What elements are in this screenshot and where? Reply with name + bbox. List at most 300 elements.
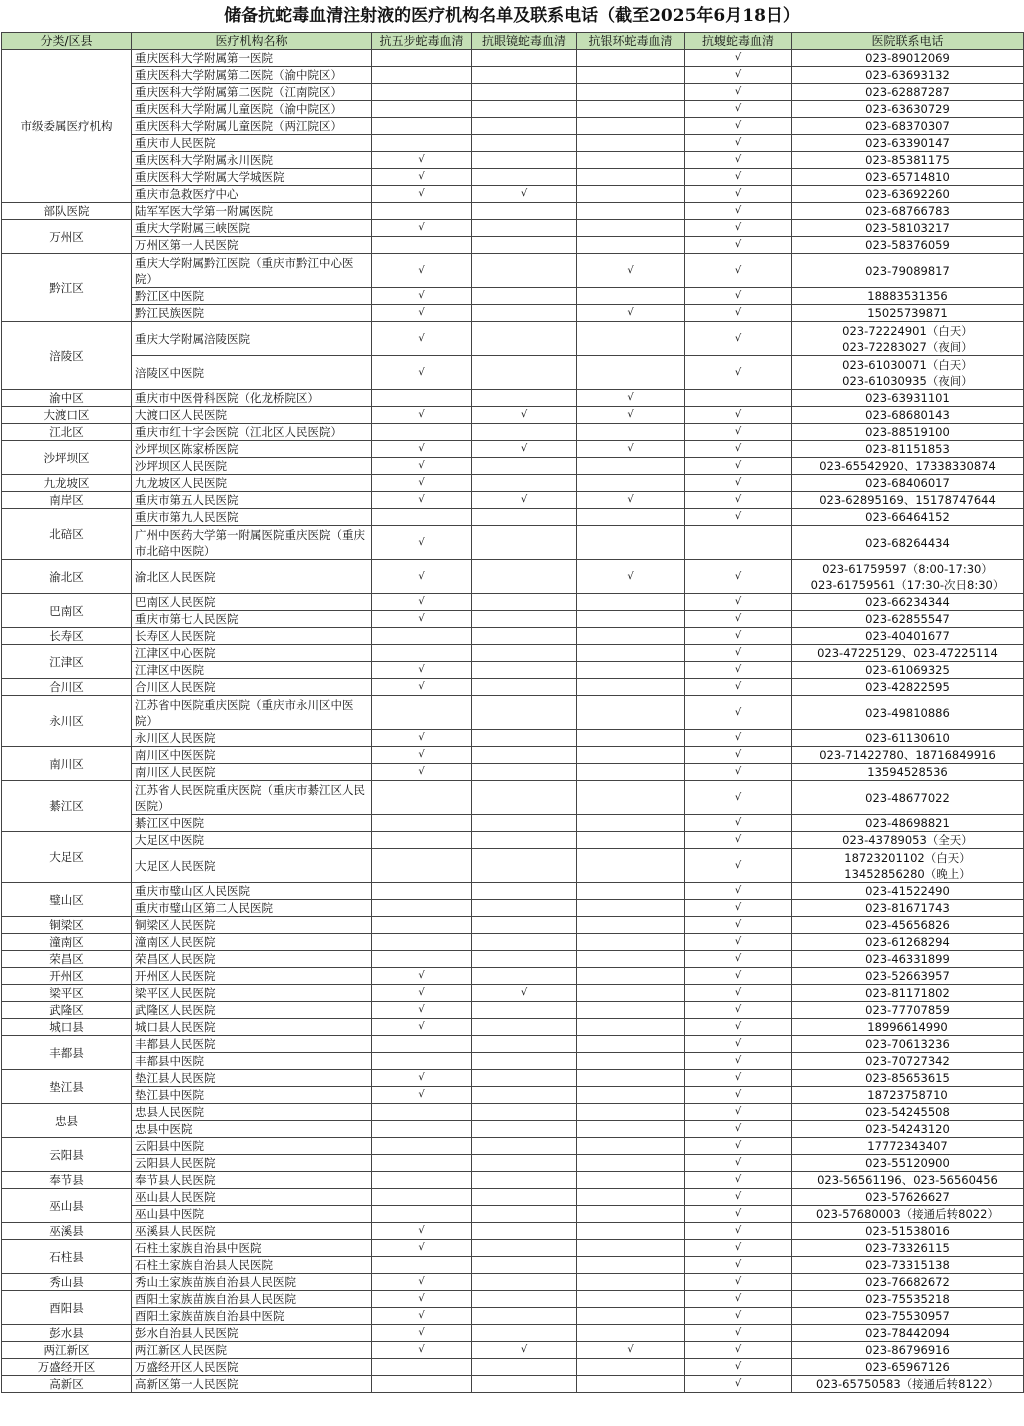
check-mark-icon: √	[734, 1259, 742, 1270]
hospital-name-cell: 陆军军医大学第一附属医院	[132, 203, 372, 220]
wubu-antivenom-cell	[372, 815, 472, 832]
check-mark-icon: √	[734, 188, 742, 199]
cobra-antivenom-cell	[472, 186, 577, 203]
viper-antivenom-cell	[685, 509, 792, 526]
check-mark-icon: √	[418, 332, 425, 344]
check-mark-icon: √	[418, 681, 425, 692]
hospital-name-cell: 大足区中医院	[132, 832, 372, 849]
table-row	[2, 152, 1024, 169]
hospital-name-cell: 江苏省人民医院重庆医院（重庆市綦江区人民医院）	[132, 781, 372, 815]
cobra-antivenom-cell	[472, 84, 577, 101]
hospital-name-cell: 重庆市红十字会医院（江北区人民医院）	[132, 424, 372, 441]
hospital-name-cell: 石柱土家族自治县中医院	[132, 1240, 372, 1257]
category-cell: 城口县	[2, 1019, 132, 1036]
category-cell: 云阳县	[2, 1138, 132, 1172]
check-mark-icon: √	[627, 494, 634, 505]
table-row	[2, 1223, 1024, 1240]
table-row	[2, 985, 1024, 1002]
viper-antivenom-cell	[685, 900, 792, 917]
wubu-antivenom-cell	[372, 968, 472, 985]
hospital-name-cell: 重庆医科大学附属儿童医院（渝中院区）	[132, 101, 372, 118]
wubu-antivenom-cell	[372, 1172, 472, 1189]
wubu-antivenom-cell	[372, 322, 472, 356]
cobra-antivenom-cell	[472, 645, 577, 662]
phone-cell	[792, 645, 1024, 662]
category-cell: 长寿区	[2, 628, 132, 645]
table-row	[2, 1155, 1024, 1172]
cobra-antivenom-cell	[472, 67, 577, 84]
check-mark-icon: √	[734, 1361, 742, 1372]
cobra-antivenom-cell	[472, 152, 577, 169]
cobra-antivenom-cell	[472, 1240, 577, 1257]
cobra-antivenom-cell	[472, 390, 577, 407]
phone-number: 18723758710	[867, 1088, 948, 1102]
hospital-name-cell: 高新区第一人民医院	[132, 1376, 372, 1393]
phone-cell	[792, 1308, 1024, 1325]
hospital-name-cell: 铜梁区人民医院	[132, 917, 372, 934]
check-mark-icon: √	[734, 1344, 742, 1355]
cobra-antivenom-cell	[472, 101, 577, 118]
phone-number: 023-61030071（白天）	[842, 357, 973, 372]
phone-number: 17772343407	[867, 1139, 948, 1153]
check-mark-icon: √	[734, 1378, 742, 1389]
check-mark-icon: √	[418, 494, 425, 505]
wubu-antivenom-cell	[372, 1189, 472, 1206]
viper-antivenom-cell	[685, 84, 792, 101]
check-mark-icon: √	[734, 154, 742, 165]
cobra-antivenom-cell	[472, 696, 577, 730]
table-row	[2, 1342, 1024, 1359]
viper-antivenom-cell	[685, 764, 792, 781]
table-row	[2, 849, 1024, 883]
wubu-antivenom-cell	[372, 849, 472, 883]
hospital-name-cell: 万州区第一人民医院	[132, 237, 372, 254]
phone-number: 023-68406017	[865, 476, 950, 490]
cobra-antivenom-cell	[472, 1087, 577, 1104]
krait-antivenom-cell	[577, 135, 685, 152]
cobra-antivenom-cell	[472, 220, 577, 237]
check-mark-icon: √	[418, 290, 425, 301]
krait-antivenom-cell	[577, 951, 685, 968]
wubu-antivenom-cell	[372, 1257, 472, 1274]
check-mark-icon: √	[418, 1089, 425, 1100]
phone-number: 023-65542920、17338330874	[819, 459, 996, 473]
phone-cell	[792, 1087, 1024, 1104]
cobra-antivenom-cell	[472, 526, 577, 560]
krait-antivenom-cell	[577, 101, 685, 118]
phone-cell	[792, 152, 1024, 169]
krait-antivenom-cell	[577, 67, 685, 84]
category-cell: 巴南区	[2, 594, 132, 628]
phone-cell	[792, 237, 1024, 254]
viper-antivenom-cell	[685, 254, 792, 288]
phone-cell	[792, 67, 1024, 84]
phone-number: 023-86796916	[865, 1343, 950, 1357]
phone-cell	[792, 84, 1024, 101]
phone-cell	[792, 560, 1024, 594]
phone-cell	[792, 1257, 1024, 1274]
cobra-antivenom-cell	[472, 1325, 577, 1342]
phone-cell	[792, 203, 1024, 220]
table-row	[2, 628, 1024, 645]
wubu-antivenom-cell	[372, 645, 472, 662]
cobra-antivenom-cell	[472, 356, 577, 390]
hospital-name-cell: 江津区中医院	[132, 662, 372, 679]
wubu-antivenom-cell	[372, 356, 472, 390]
table-row	[2, 730, 1024, 747]
krait-antivenom-cell	[577, 288, 685, 305]
krait-antivenom-cell	[577, 1223, 685, 1240]
check-mark-icon: √	[418, 766, 425, 777]
cobra-antivenom-cell	[472, 305, 577, 322]
cobra-antivenom-cell	[472, 594, 577, 611]
phone-cell	[792, 815, 1024, 832]
cobra-antivenom-cell	[472, 1155, 577, 1172]
phone-cell	[792, 1019, 1024, 1036]
table-row	[2, 356, 1024, 390]
phone-number: 023-57680003（接通后转8022）	[816, 1207, 999, 1221]
header-category: 分类/区县	[2, 33, 132, 50]
phone-number: 023-76682672	[865, 1275, 950, 1289]
check-mark-icon: √	[734, 511, 742, 522]
krait-antivenom-cell	[577, 628, 685, 645]
hospital-name-cell: 重庆市第九人民医院	[132, 509, 372, 526]
category-cell: 合川区	[2, 679, 132, 696]
cobra-antivenom-cell	[472, 679, 577, 696]
check-mark-icon: √	[418, 460, 425, 471]
check-mark-icon: √	[734, 1276, 742, 1287]
hospital-name-cell: 重庆市中医骨科医院（化龙桥院区）	[132, 390, 372, 407]
hospital-name-cell: 重庆大学附属涪陵医院	[132, 322, 372, 356]
table-row	[2, 1070, 1024, 1087]
wubu-antivenom-cell	[372, 1036, 472, 1053]
wubu-antivenom-cell	[372, 781, 472, 815]
phone-cell	[792, 611, 1024, 628]
phone-cell	[792, 628, 1024, 645]
cobra-antivenom-cell	[472, 934, 577, 951]
category-cell: 渝北区	[2, 560, 132, 594]
wubu-antivenom-cell	[372, 50, 472, 67]
check-mark-icon: √	[520, 987, 528, 998]
krait-antivenom-cell	[577, 1002, 685, 1019]
phone-cell	[792, 1206, 1024, 1223]
krait-antivenom-cell	[577, 730, 685, 747]
cobra-antivenom-cell	[472, 1376, 577, 1393]
category-cell: 璧山区	[2, 883, 132, 917]
wubu-antivenom-cell	[372, 237, 472, 254]
table-row	[2, 67, 1024, 84]
krait-antivenom-cell	[577, 254, 685, 288]
phone-cell	[792, 917, 1024, 934]
viper-antivenom-cell	[685, 1308, 792, 1325]
phone-cell	[792, 951, 1024, 968]
phone-cell	[792, 900, 1024, 917]
table-row	[2, 764, 1024, 781]
hospital-name-cell: 黔江民族医院	[132, 305, 372, 322]
viper-antivenom-cell	[685, 883, 792, 900]
phone-number: 023-62887287	[865, 85, 950, 99]
phone-cell	[792, 764, 1024, 781]
krait-antivenom-cell	[577, 832, 685, 849]
table-row	[2, 815, 1024, 832]
cobra-antivenom-cell	[472, 1257, 577, 1274]
table-row	[2, 1002, 1024, 1019]
cobra-antivenom-cell	[472, 628, 577, 645]
wubu-antivenom-cell	[372, 1019, 472, 1036]
phone-cell	[792, 101, 1024, 118]
wubu-antivenom-cell	[372, 424, 472, 441]
wubu-antivenom-cell	[372, 152, 472, 169]
wubu-antivenom-cell	[372, 67, 472, 84]
phone-cell	[792, 1070, 1024, 1087]
phone-cell	[792, 356, 1024, 390]
krait-antivenom-cell	[577, 662, 685, 679]
category-cell: 荣昌区	[2, 951, 132, 968]
category-cell: 开州区	[2, 968, 132, 985]
krait-antivenom-cell	[577, 152, 685, 169]
category-cell: 市级委属医疗机构	[2, 50, 132, 203]
table-row	[2, 390, 1024, 407]
cobra-antivenom-cell	[472, 764, 577, 781]
category-cell: 万州区	[2, 220, 132, 254]
wubu-antivenom-cell	[372, 509, 472, 526]
hospital-name-cell: 云阳县人民医院	[132, 1155, 372, 1172]
krait-antivenom-cell	[577, 1376, 685, 1393]
check-mark-icon: √	[734, 613, 742, 624]
table-row	[2, 84, 1024, 101]
phone-number: 023-52663957	[865, 969, 950, 983]
table-row	[2, 305, 1024, 322]
cobra-antivenom-cell	[472, 815, 577, 832]
viper-antivenom-cell	[685, 815, 792, 832]
header-viper-antivenom: 抗蝮蛇毒血清	[685, 33, 792, 50]
krait-antivenom-cell	[577, 237, 685, 254]
check-mark-icon: √	[520, 443, 528, 454]
phone-cell	[792, 50, 1024, 67]
check-mark-icon: √	[734, 205, 742, 216]
phone-number: 023-72224901（白天）	[842, 323, 973, 338]
table-row	[2, 458, 1024, 475]
check-mark-icon: √	[734, 1021, 742, 1032]
wubu-antivenom-cell	[372, 441, 472, 458]
phone-cell	[792, 254, 1024, 288]
krait-antivenom-cell	[577, 849, 685, 883]
category-cell: 彭水县	[2, 1325, 132, 1342]
category-cell: 南川区	[2, 747, 132, 781]
hospital-name-cell: 秀山土家族苗族自治县人民医院	[132, 1274, 372, 1291]
viper-antivenom-cell	[685, 203, 792, 220]
document-title: 储备抗蛇毒血清注射液的医疗机构名单及联系电话（截至2025年6月18日）	[224, 6, 800, 26]
viper-antivenom-cell	[685, 1155, 792, 1172]
table-row	[2, 1308, 1024, 1325]
check-mark-icon: √	[734, 120, 742, 131]
category-cell: 万盛经开区	[2, 1359, 132, 1376]
wubu-antivenom-cell	[372, 1002, 472, 1019]
viper-antivenom-cell	[685, 305, 792, 322]
viper-antivenom-cell	[685, 1342, 792, 1359]
category-cell: 南岸区	[2, 492, 132, 509]
table-row	[2, 645, 1024, 662]
hospital-name-cell: 丰都县人民医院	[132, 1036, 372, 1053]
wubu-antivenom-cell	[372, 560, 472, 594]
wubu-antivenom-cell	[372, 1155, 472, 1172]
cobra-antivenom-cell	[472, 1036, 577, 1053]
check-mark-icon: √	[734, 1123, 742, 1134]
viper-antivenom-cell	[685, 1070, 792, 1087]
hospital-name-cell: 忠县人民医院	[132, 1104, 372, 1121]
cobra-antivenom-cell	[472, 1053, 577, 1070]
viper-antivenom-cell	[685, 101, 792, 118]
table-row	[2, 747, 1024, 764]
krait-antivenom-cell	[577, 934, 685, 951]
cobra-antivenom-cell	[472, 917, 577, 934]
phone-cell	[792, 832, 1024, 849]
table-row	[2, 492, 1024, 509]
check-mark-icon: √	[734, 1242, 742, 1253]
cobra-antivenom-cell	[472, 968, 577, 985]
viper-antivenom-cell	[685, 441, 792, 458]
cobra-antivenom-cell	[472, 1189, 577, 1206]
wubu-antivenom-cell	[372, 1121, 472, 1138]
hospital-name-cell: 江津区中心医院	[132, 645, 372, 662]
category-cell: 沙坪坝区	[2, 441, 132, 475]
check-mark-icon: √	[418, 264, 425, 276]
category-cell: 忠县	[2, 1104, 132, 1138]
hospital-name-cell: 南川区中医医院	[132, 747, 372, 764]
table-row	[2, 781, 1024, 815]
check-mark-icon: √	[627, 1344, 634, 1355]
hospital-name-cell: 重庆大学附属三峡医院	[132, 220, 372, 237]
phone-cell	[792, 985, 1024, 1002]
check-mark-icon: √	[734, 902, 742, 913]
check-mark-icon: √	[418, 1344, 425, 1355]
phone-number: 023-48677022	[865, 790, 950, 805]
table-row	[2, 951, 1024, 968]
phone-cell	[792, 322, 1024, 356]
hospital-name-cell: 巴南区人民医院	[132, 594, 372, 611]
cobra-antivenom-cell	[472, 1342, 577, 1359]
check-mark-icon: √	[418, 1327, 425, 1338]
check-mark-icon: √	[734, 409, 742, 420]
hospital-name-cell: 南川区人民医院	[132, 764, 372, 781]
hospital-name-cell: 彭水自治县人民医院	[132, 1325, 372, 1342]
cobra-antivenom-cell	[472, 1308, 577, 1325]
wubu-antivenom-cell	[372, 1325, 472, 1342]
cobra-antivenom-cell	[472, 288, 577, 305]
phone-number: 023-65750583（接通后转8122）	[816, 1377, 999, 1391]
cobra-antivenom-cell	[472, 118, 577, 135]
table-row	[2, 1274, 1024, 1291]
check-mark-icon: √	[418, 171, 425, 182]
check-mark-icon: √	[734, 817, 742, 828]
viper-antivenom-cell	[685, 1087, 792, 1104]
krait-antivenom-cell	[577, 815, 685, 832]
phone-cell	[792, 747, 1024, 764]
table-row	[2, 237, 1024, 254]
cobra-antivenom-cell	[472, 849, 577, 883]
viper-antivenom-cell	[685, 1359, 792, 1376]
phone-number: 023-62895169、15178747644	[819, 493, 996, 507]
category-cell: 北碚区	[2, 509, 132, 560]
table-row	[2, 1138, 1024, 1155]
viper-antivenom-cell	[685, 526, 792, 560]
category-cell: 黔江区	[2, 254, 132, 322]
hospital-name-cell: 重庆医科大学附属儿童医院（两江院区）	[132, 118, 372, 135]
cobra-antivenom-cell	[472, 1070, 577, 1087]
wubu-antivenom-cell	[372, 951, 472, 968]
check-mark-icon: √	[520, 188, 528, 199]
wubu-antivenom-cell	[372, 135, 472, 152]
check-mark-icon: √	[734, 732, 742, 743]
phone-number: 023-65714810	[865, 170, 950, 184]
viper-antivenom-cell	[685, 679, 792, 696]
category-cell: 秀山县	[2, 1274, 132, 1291]
wubu-antivenom-cell	[372, 407, 472, 424]
table-row	[2, 1121, 1024, 1138]
viper-antivenom-cell	[685, 662, 792, 679]
check-mark-icon: √	[418, 987, 425, 998]
check-mark-icon: √	[418, 1276, 425, 1287]
check-mark-icon: √	[734, 647, 742, 658]
check-mark-icon: √	[734, 953, 742, 964]
phone-number: 023-54243120	[865, 1122, 950, 1136]
table-row	[2, 1240, 1024, 1257]
viper-antivenom-cell	[685, 594, 792, 611]
wubu-antivenom-cell	[372, 1223, 472, 1240]
table-row	[2, 1257, 1024, 1274]
check-mark-icon: √	[418, 1225, 425, 1236]
hospital-name-cell: 开州区人民医院	[132, 968, 372, 985]
phone-number: 13594528536	[867, 765, 948, 779]
viper-antivenom-cell	[685, 1172, 792, 1189]
hospital-name-cell: 黔江区中医院	[132, 288, 372, 305]
krait-antivenom-cell	[577, 390, 685, 407]
phone-cell	[792, 1172, 1024, 1189]
cobra-antivenom-cell	[472, 254, 577, 288]
table-row	[2, 322, 1024, 356]
cobra-antivenom-cell	[472, 441, 577, 458]
table-row	[2, 679, 1024, 696]
hospital-name-cell: 重庆医科大学附属第一医院	[132, 50, 372, 67]
hospital-name-cell: 重庆医科大学附属大学城医院	[132, 169, 372, 186]
phone-cell	[792, 458, 1024, 475]
hospital-name-cell: 重庆市第七人民医院	[132, 611, 372, 628]
check-mark-icon: √	[734, 1089, 742, 1100]
category-cell: 武隆区	[2, 1002, 132, 1019]
check-mark-icon: √	[734, 834, 742, 845]
hospital-name-cell: 沙坪坝区陈家桥医院	[132, 441, 372, 458]
krait-antivenom-cell	[577, 1155, 685, 1172]
table-row	[2, 917, 1024, 934]
phone-cell	[792, 424, 1024, 441]
cobra-antivenom-cell	[472, 900, 577, 917]
hospital-name-cell: 重庆市人民医院	[132, 135, 372, 152]
krait-antivenom-cell	[577, 118, 685, 135]
phone-number: 023-49810886	[865, 705, 950, 720]
viper-antivenom-cell	[685, 135, 792, 152]
phone-number: 023-57626627	[865, 1190, 950, 1204]
category-cell: 江津区	[2, 645, 132, 679]
viper-antivenom-cell	[685, 424, 792, 441]
viper-antivenom-cell	[685, 951, 792, 968]
check-mark-icon: √	[418, 477, 425, 488]
viper-antivenom-cell	[685, 1189, 792, 1206]
viper-antivenom-cell	[685, 985, 792, 1002]
hospital-name-cell: 合川区人民医院	[132, 679, 372, 696]
phone-number: 023-70613236	[865, 1037, 950, 1051]
phone-number: 023-73315138	[865, 1258, 950, 1272]
krait-antivenom-cell	[577, 322, 685, 356]
